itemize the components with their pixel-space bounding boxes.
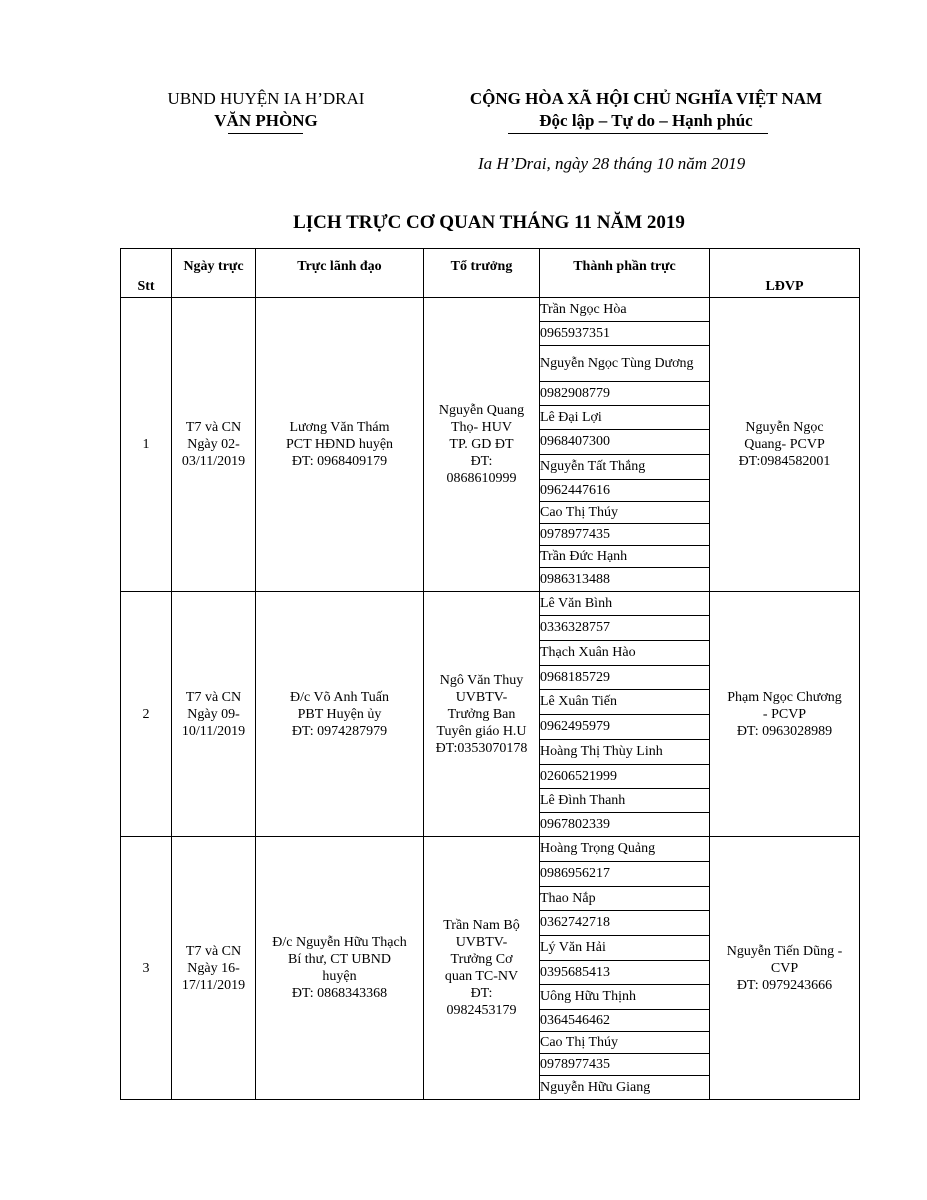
leader-cell-line: PCT HĐND huyện — [285, 437, 394, 452]
member-cell: Nguyễn Tất Thắng — [540, 455, 710, 480]
ldvp-cell — [710, 837, 860, 1100]
member-cell: Lý Văn Hải — [540, 936, 710, 961]
ldvp-cell-line: ĐT:0984582001 — [738, 454, 831, 469]
ldvp-cell-line: Phạm Ngọc Chương — [727, 689, 842, 705]
table-row — [121, 837, 860, 862]
member-cell: 0968185729 — [540, 666, 710, 690]
motto-underline — [508, 133, 768, 134]
team-leader-cell-line: Trưởng Ban — [447, 706, 516, 722]
member-cell: 02606521999 — [540, 765, 710, 789]
leader-cell-line: Bí thư, CT UBND — [287, 952, 391, 967]
member-cell: 0982908779 — [540, 382, 710, 406]
duty-date-cell-line: T7 và CN — [185, 420, 242, 435]
agency-name: UBND HUYỆN IA H’DRAI — [167, 89, 365, 108]
member-cell: Nguyễn Ngọc Tùng Dương — [540, 346, 710, 382]
member-cell: Trần Ngọc Hòa — [540, 298, 710, 322]
member-cell: Trần Đức Hạnh — [540, 546, 710, 568]
member-cell: 0986956217 — [540, 862, 710, 887]
member-cell: 0336328757 — [540, 616, 710, 641]
team-leader-cell-line: UVBTV- — [455, 689, 508, 705]
leader-cell-line: PBT Huyện ủy — [297, 706, 382, 722]
ldvp-cell-line: ĐT: 0963028989 — [736, 723, 833, 739]
ldvp-cell-line: CVP — [770, 960, 799, 976]
member-cell: Hoàng Thị Thùy Linh — [540, 740, 710, 765]
member-cell: 0967802339 — [540, 813, 710, 837]
ldvp-cell-line: Nguyễn Ngọc — [745, 420, 824, 435]
header-truc-lanh-dao: Trực lãnh đạo — [256, 249, 424, 298]
ldvp-cell — [710, 298, 860, 592]
agency-underline — [228, 133, 303, 134]
duty-date-cell-line: 10/11/2019 — [181, 723, 246, 739]
duty-date-cell — [172, 592, 256, 837]
ldvp-cell-line: ĐT: 0979243666 — [736, 977, 833, 993]
member-cell: 0978977435 — [540, 524, 710, 546]
leader-cell-line: huyện — [322, 969, 357, 984]
member-cell: Lê Đại Lợi — [540, 406, 710, 430]
member-cell: Lê Xuân Tiến — [540, 690, 710, 715]
duty-schedule-table — [120, 248, 860, 1100]
country-name: CỘNG HÒA XÃ HỘI CHỦ NGHĨA VIỆT NAM — [469, 89, 823, 108]
header-stt: Stt — [121, 249, 172, 298]
member-cell: 0986313488 — [540, 568, 710, 592]
document-title: LỊCH TRỰC CƠ QUAN THÁNG 11 NĂM 2019 — [293, 212, 685, 233]
team-leader-cell-line: ĐT: — [470, 454, 493, 469]
duty-date-cell-line: 17/11/2019 — [181, 977, 246, 993]
leader-cell-line: ĐT: 0974287979 — [291, 723, 388, 739]
agency-header — [150, 88, 382, 132]
duty-date-cell-line: T7 và CN — [185, 943, 242, 959]
team-leader-cell-line: Trưởng Cơ — [450, 952, 513, 967]
duty-date-cell-line: Ngày 09- — [187, 706, 240, 722]
stt-cell: 2 — [121, 592, 172, 837]
team-leader-cell-line: Thọ- HUV — [450, 420, 513, 435]
member-cell: 0395685413 — [540, 961, 710, 985]
duty-date-cell-line: T7 và CN — [185, 689, 242, 705]
leader-cell — [256, 592, 424, 837]
duty-date-cell — [172, 298, 256, 592]
leader-cell — [256, 298, 424, 592]
team-leader-cell-line: Tuyên giáo H.U — [436, 723, 527, 739]
stt-cell: 3 — [121, 837, 172, 1100]
national-header — [420, 88, 872, 132]
member-cell: 0962447616 — [540, 480, 710, 502]
team-leader-cell — [424, 298, 540, 592]
team-leader-cell-line: ĐT: — [470, 986, 493, 1001]
team-leader-cell-line: 0868610999 — [446, 471, 517, 486]
national-motto: Độc lập – Tự do – Hạnh phúc — [539, 111, 753, 130]
duty-date-cell — [172, 837, 256, 1100]
ldvp-cell — [710, 592, 860, 837]
team-leader-cell-line: UVBTV- — [455, 935, 508, 950]
member-cell: Lê Đình Thanh — [540, 789, 710, 813]
ldvp-cell-line: Nguyễn Tiến Dũng - — [726, 943, 843, 959]
member-cell: 0965937351 — [540, 322, 710, 346]
team-leader-cell-line: Trần Nam Bộ — [443, 918, 520, 933]
header-thanh-phan-truc: Thành phần trực — [540, 249, 710, 298]
header-ldvp: LĐVP — [710, 249, 860, 298]
member-cell: 0968407300 — [540, 430, 710, 455]
leader-cell-line: Đ/c Võ Anh Tuấn — [290, 689, 389, 705]
leader-cell-line: Đ/c Nguyễn Hữu Thạch — [272, 935, 407, 950]
member-cell: 0364546462 — [540, 1010, 710, 1032]
member-cell: Hoàng Trọng Quảng — [540, 837, 710, 862]
member-cell: 0362742718 — [540, 911, 710, 936]
table-header-row — [121, 249, 860, 298]
team-leader-cell-line: 0982453179 — [446, 1003, 517, 1018]
ldvp-cell-line: - PCVP — [762, 706, 807, 722]
team-leader-cell — [424, 592, 540, 837]
member-cell: Thao Nắp — [540, 887, 710, 911]
stt-cell: 1 — [121, 298, 172, 592]
team-leader-cell-line: Ngô Văn Thuy — [439, 672, 524, 688]
team-leader-cell-line: quan TC-NV — [444, 969, 519, 984]
duty-date-cell-line: Ngày 16- — [187, 960, 240, 976]
team-leader-cell-line: Nguyễn Quang — [438, 403, 525, 418]
leader-cell — [256, 837, 424, 1100]
leader-cell-line: Lương Văn Thám — [289, 420, 390, 435]
leader-cell-line: ĐT: 0968409179 — [291, 454, 388, 469]
duty-date-cell-line: Ngày 02- — [187, 437, 240, 452]
duty-date-cell-line: 03/11/2019 — [181, 454, 246, 469]
member-cell: Uông Hữu Thịnh — [540, 985, 710, 1010]
member-cell: Cao Thị Thúy — [540, 1032, 710, 1054]
member-cell: 0962495979 — [540, 715, 710, 740]
team-leader-cell — [424, 837, 540, 1100]
team-leader-cell-line: ĐT:0353070178 — [435, 740, 528, 756]
leader-cell-line: ĐT: 0868343368 — [291, 986, 388, 1001]
ldvp-cell-line: Quang- PCVP — [744, 437, 825, 452]
member-cell: Lê Văn Bình — [540, 592, 710, 616]
header-to-truong: Tổ trưởng — [424, 249, 540, 298]
member-cell: Cao Thị Thúy — [540, 502, 710, 524]
team-leader-cell-line: TP. GD ĐT — [449, 437, 514, 452]
table-row — [121, 592, 860, 616]
member-cell: 0978977435 — [540, 1054, 710, 1076]
member-cell: Thạch Xuân Hào — [540, 641, 710, 666]
office-name: VĂN PHÒNG — [214, 111, 318, 130]
header-ngay-truc: Ngày trực — [172, 249, 256, 298]
document-date: Ia H’Drai, ngày 28 tháng 10 năm 2019 — [478, 154, 746, 173]
member-cell: Nguyễn Hữu Giang — [540, 1076, 710, 1100]
table-row — [121, 298, 860, 322]
